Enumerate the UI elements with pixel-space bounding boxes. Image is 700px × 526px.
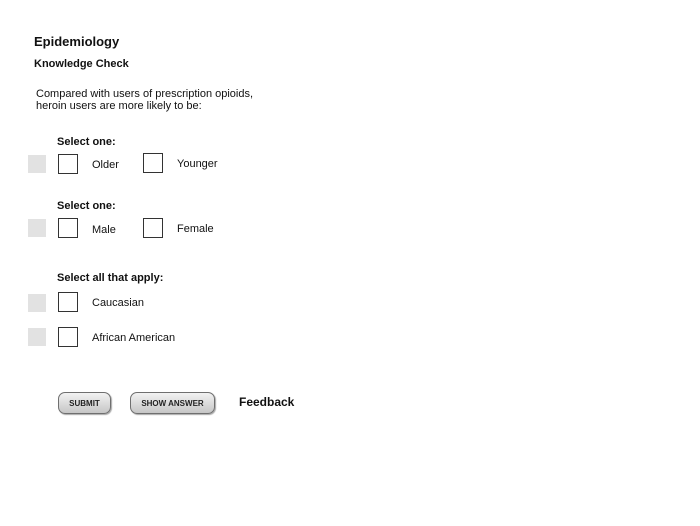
checkbox-younger[interactable]: [143, 153, 163, 173]
checkbox-african-american[interactable]: [58, 327, 78, 347]
question-line-2: heroin users are more likely to be:: [36, 100, 202, 112]
submit-button[interactable]: SUBMIT: [58, 392, 111, 414]
group-age-label: Select one:: [57, 136, 116, 148]
answer-indicator-sex: [28, 219, 46, 237]
answer-indicator-caucasian: [28, 294, 46, 312]
show-answer-button[interactable]: SHOW ANSWER: [130, 392, 215, 414]
option-label-younger: Younger: [177, 158, 218, 170]
page-title: Epidemiology: [34, 34, 120, 49]
answer-indicator-age: [28, 155, 46, 173]
option-label-older: Older: [92, 159, 119, 171]
page-subtitle: Knowledge Check: [34, 58, 129, 70]
question-text: [36, 88, 296, 112]
checkbox-caucasian[interactable]: [58, 292, 78, 312]
option-label-female: Female: [177, 223, 214, 235]
option-label-male: Male: [92, 224, 116, 236]
checkbox-older[interactable]: [58, 154, 78, 174]
answer-indicator-african-american: [28, 328, 46, 346]
option-label-african-american: African American: [92, 332, 176, 344]
checkbox-female[interactable]: [143, 218, 163, 238]
feedback-label: Feedback: [239, 395, 295, 409]
checkbox-male[interactable]: [58, 218, 78, 238]
group-race-label: Select all that apply:: [57, 272, 164, 284]
group-sex-label: Select one:: [57, 200, 116, 212]
question-line-1: Compared with users of prescription opioids,: [36, 88, 254, 100]
option-label-caucasian: Caucasian: [92, 297, 144, 309]
